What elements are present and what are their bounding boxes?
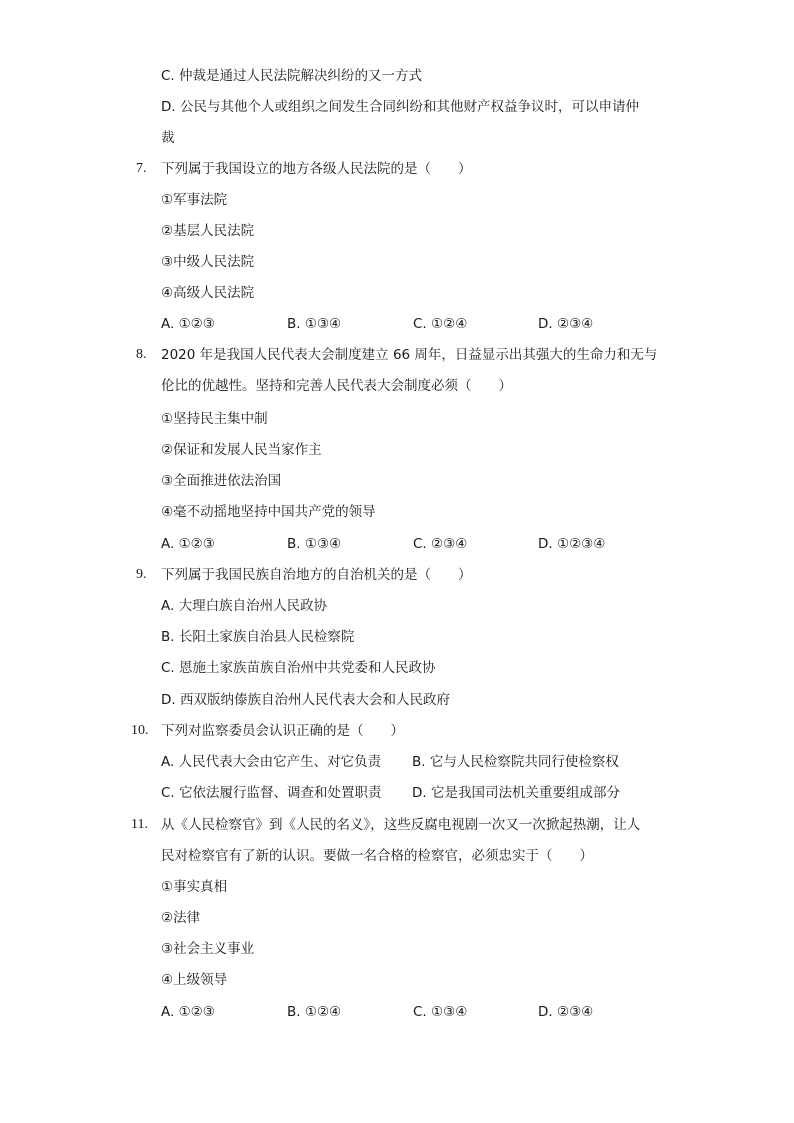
- q10-number: 10.: [131, 723, 149, 738]
- q11-item-1: ①事实真相: [161, 879, 228, 895]
- q10-choice-a: A. 人民代表大会由它产生、对它负责: [161, 754, 382, 770]
- q8-choice-b: B. ①③④: [287, 536, 342, 552]
- q9-choice-a: A. 大理白族自治州人民政协: [161, 598, 328, 614]
- q7-item-4: ④高级人民法院: [161, 285, 255, 301]
- q7-number: 7.: [136, 161, 147, 176]
- q11-item-4: ④上级领导: [161, 972, 228, 988]
- q8-item-3: ③全面推进依法治国: [161, 473, 282, 489]
- q8-choice-d: D. ①②③④: [538, 536, 606, 552]
- q8-choice-c: C. ②③④: [413, 536, 468, 552]
- q11-choice-b: B. ①②④: [287, 1004, 342, 1020]
- q7-stem: 下列属于我国设立的地方各级人民法院的是（ ）: [161, 161, 472, 177]
- q6-option-d-line1: D. 公民与其他个人或组织之间发生合同纠纷和其他财产权益争议时，可以申请仲: [161, 99, 639, 115]
- q11-item-3: ③社会主义事业: [161, 941, 255, 957]
- q11-choice-c: C. ①③④: [413, 1004, 468, 1020]
- q8-item-2: ②保证和发展人民当家作主: [161, 442, 322, 458]
- q9-choice-d: D. 西双版纳傣族自治州人民代表大会和人民政府: [161, 692, 450, 708]
- q6-option-d-line2: 裁: [161, 130, 175, 146]
- q9-stem: 下列属于我国民族自治地方的自治机关的是（ ）: [161, 567, 472, 583]
- q7-choice-d: D. ②③④: [538, 316, 594, 332]
- q8-number: 8.: [136, 347, 147, 362]
- q8-choice-a: A. ①②③: [161, 536, 215, 552]
- q6-option-c: C. 仲裁是通过人民法院解决纠纷的又一方式: [161, 68, 423, 84]
- q11-stem-line1: 从《人民检察官》到《人民的名义》，这些反腐电视剧一次又一次掀起热潮，让人: [161, 817, 641, 833]
- q9-number: 9.: [136, 567, 147, 582]
- q7-choice-a: A. ①②③: [161, 316, 215, 332]
- q7-item-1: ①军事法院: [161, 192, 228, 208]
- q9-choice-b: B. 长阳土家族自治县人民检察院: [161, 629, 355, 645]
- q7-choice-c: C. ①②④: [413, 316, 468, 332]
- q11-choice-a: A. ①②③: [161, 1004, 215, 1020]
- q8-item-1: ①坚持民主集中制: [161, 411, 268, 427]
- q9-choice-c: C. 恩施土家族苗族自治州中共党委和人民政协: [161, 660, 436, 676]
- q11-number: 11.: [131, 817, 148, 832]
- q11-choice-d: D. ②③④: [538, 1004, 594, 1020]
- q8-stem-line1: 2020 年是我国人民代表大会制度建立 66 周年，日益显示出其强大的生命力和无与: [161, 347, 658, 363]
- q7-choice-b: B. ①③④: [287, 316, 342, 332]
- q10-choice-d: D. 它是我国司法机关重要组成部分: [412, 785, 620, 801]
- q7-item-3: ③中级人民法院: [161, 254, 255, 270]
- q8-item-4: ④毫不动摇地坚持中国共产党的领导: [161, 504, 376, 520]
- q11-item-2: ②法律: [161, 910, 201, 926]
- q11-stem-line2: 民对检察官有了新的认识。要做一名合格的检察官，必须忠实于（ ）: [161, 848, 593, 864]
- q7-item-2: ②基层人民法院: [161, 223, 255, 239]
- q10-choice-b: B. 它与人民检察院共同行使检察权: [412, 754, 619, 770]
- q8-stem-line2: 伦比的优越性。坚持和完善人民代表大会制度必须（ ）: [161, 378, 512, 394]
- q10-choice-c: C. 它依法履行监督、调查和处置职责: [161, 785, 382, 801]
- q10-stem: 下列对监察委员会认识正确的是（ ）: [161, 723, 404, 739]
